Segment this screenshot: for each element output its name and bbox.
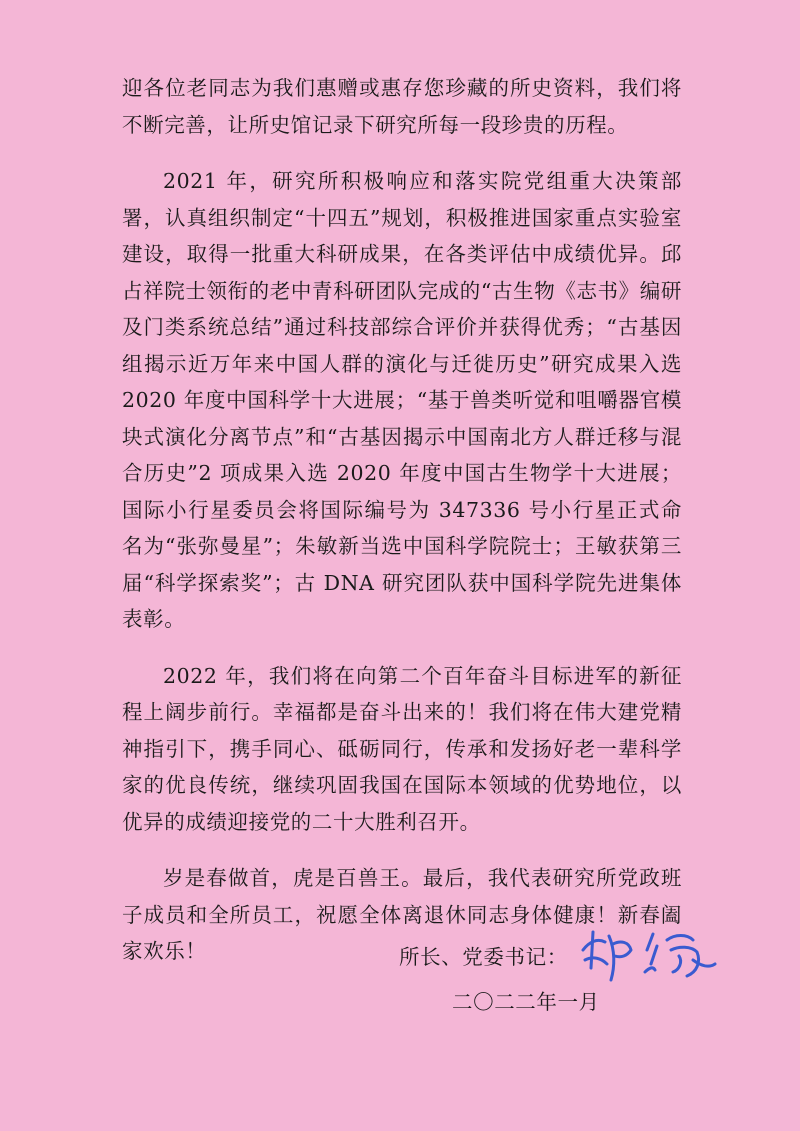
paragraph-2022-outlook: 2022 年，我们将在向第二个百年奋斗目标进军的新征程上阔步前行。幸福都是奋斗出来的！我们将在伟大建党精神指引下，携手同心、砥砺同行，传承和发扬好老一辈科学家的优良传统，继续巩固我国在国际本领域的优势地位，以优异的成绩迎接党的二十大胜利召开。: [122, 663, 682, 834]
paragraph-new-year-wishes: 岁是春做首，虎是百兽王。最后，我代表研究所党政班子成员和全所员工，祝愿全体离退休同志身体健康！新春阖家欢乐！: [122, 866, 682, 963]
paragraph-2021-achievements: 2021 年，研究所积极响应和落实院党组重大决策部署，认真组织制定“十四五”规划，积极推进国家重点实验室建设，取得一批重大科研成果，在各类评估中成绩优异。邱占祥院士领衔的老中青科研团队完成的“古生物《志书》编研及门类系统总结”通过科技部综合评价并获得优秀；“古基因组揭示近万年来中国人群的演化与迁徙历史”研究成果入选 2020 年度中国科学十大进展；“基于兽类听觉和咀嚼器官模块式演化分离节点”和“古基因揭示中国南北方人群迁移与混合历史”2 项成果入选 2020 年度中国古生物学十大进展；国际小行星委员会将国际编号为 347336 号小行星正式命名为“张弥曼星”；朱敏新当选中国科学院院士；王敏获第三届“科学探索奖”；古 DNA 研究团队获中国科学院先进集体表彰。: [122, 169, 682, 631]
paragraph-continuation: 迎各位老同志为我们惠赠或惠存您珍藏的所史资料，我们将不断完善，让所史馆记录下研究所每一段珍贵的历程。: [122, 76, 682, 137]
signatory-title: 所长、党委书记：: [399, 945, 568, 969]
letter-body: [122, 70, 682, 990]
handwritten-signature: [575, 920, 725, 990]
signature-block: [0, 920, 800, 1020]
letter-date: 二〇二二年一月: [452, 990, 600, 1014]
